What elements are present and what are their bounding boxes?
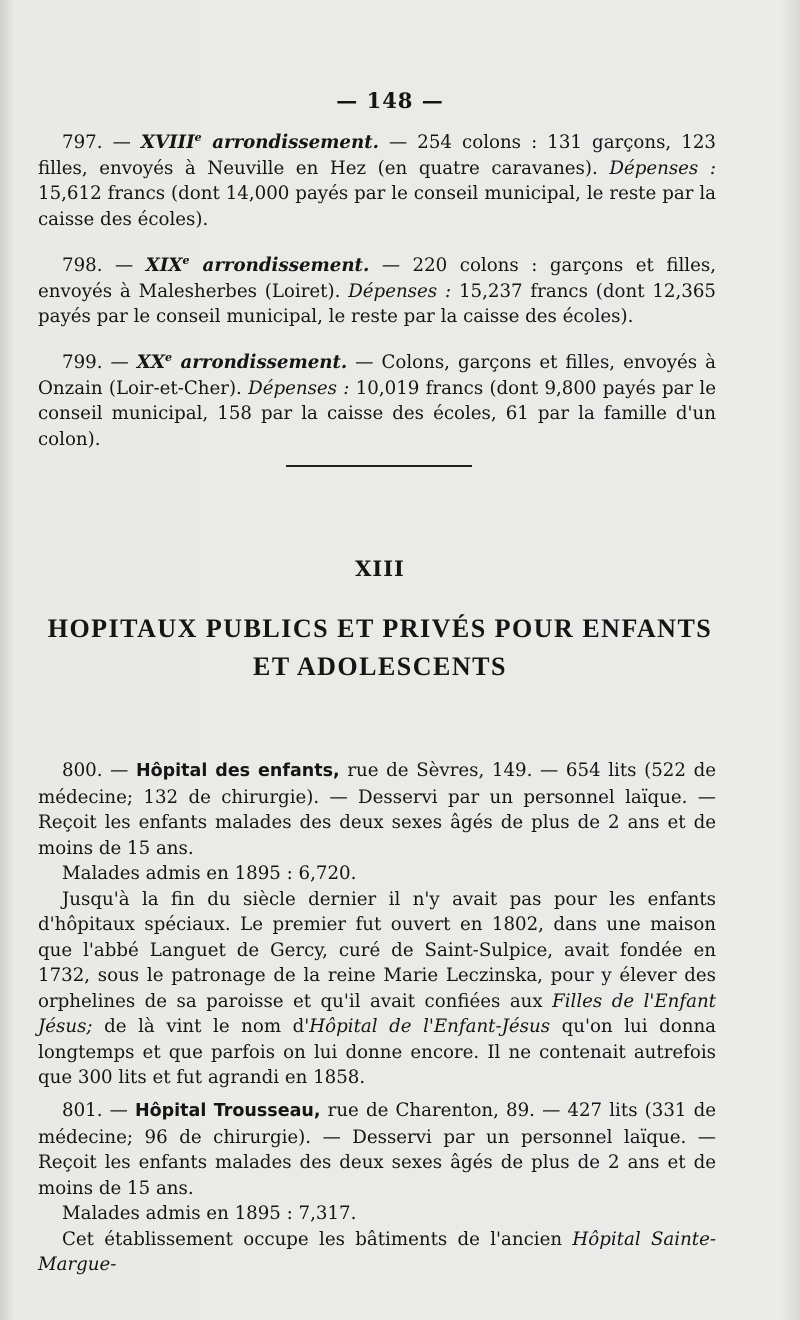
entry-text: — 220 colons : garçons et filles, envoyés à Malesherbes (Loiret). xyxy=(38,255,716,302)
entry-text: — Colons, garçons et filles, envoyés à Onzain (Loir-et-Cher). xyxy=(38,352,717,399)
section-title-line1: HOPITAUX PUBLICS ET PRIVÉS POUR ENFANTS xyxy=(47,614,713,643)
section-title xyxy=(30,610,730,686)
depenses-label: Dépenses : xyxy=(348,280,452,302)
entry-text-cont: 15,612 francs (dont 14,000 payés par le conseil municipal, le reste par la caisse des écoles). xyxy=(38,183,716,230)
entry-797 xyxy=(38,125,716,232)
entry-number: 797. — xyxy=(62,132,141,154)
admissions-line: Malades admis en 1895 : 7,317. xyxy=(62,1203,357,1224)
entry-799 xyxy=(38,345,716,452)
page-number: — 148 — xyxy=(336,88,444,113)
arrondissement-label: XVIIIe arrondissement. xyxy=(140,131,379,154)
history-paragraph: Cet établissement occupe les bâtiments de l'ancien Hôpital Sainte-Margue- xyxy=(38,1228,717,1275)
entry-text: — 254 colons : 131 garçons, 123 filles, envoyés à Neuville en Hez (en quatre caravanes). xyxy=(38,132,716,179)
section-number: XIII xyxy=(355,556,405,581)
depenses-label: Dépenses : xyxy=(609,157,716,179)
entry-text-cont: 15,237 francs (dont 12,365 payés par le conseil municipal, le reste par la caisse des écoles). xyxy=(38,280,716,328)
section-divider xyxy=(286,465,472,467)
entry-text-cont: 10,019 francs (dont 9,800 payés par le conseil municipal, 158 par la caisse des écoles, 61 par la famille d'un colon). xyxy=(38,377,716,450)
entry-text: rue de Charenton, 89. — 427 lits (331 de médecine; 96 de chirurgie). — Desservi par un personnel laïque. — Reçoit les enfants malades des deux sexes âgés de plus de 2 ans et de moins de 15 ans. xyxy=(38,1100,717,1199)
arrondissement-label: XXe arrondissement. xyxy=(136,351,348,374)
entry-801 xyxy=(38,1098,716,1278)
entry-798 xyxy=(38,248,716,330)
entry-text: rue de Sèvres, 149. — 654 lits (522 de médecine; 132 de chirurgie). — Desservi par un personnel laïque. — Reçoit les enfants malades des deux sexes âgés de plus de 2 ans et de moins de 15 ans. xyxy=(38,760,716,859)
entry-800 xyxy=(38,758,716,1091)
history-paragraph: Jusqu'à la fin du siècle dernier il n'y avait pas pour les enfants d'hôpitaux spéciaux. Le premier fut ouvert en 1802, dans une maison que l'abbé Languet de Gercy, curé de Saint-Sulpice, avait fondée en 1732, sous le patronage de la reine Marie Leczinska, pour y élever des orphelines de sa paroisse et qu'il avait confiées aux Filles de l'Enfant Jésus; de là vint le nom d'Hôpital de l'Enfant-Jésus qu'on lui donna longtemps et que parfois on lui donne encore. Il ne contenait autrefois que 300 lits et fut agrandi en 1858. xyxy=(38,888,716,1088)
entry-number: 800. — xyxy=(62,760,136,781)
admissions-line: Malades admis en 1895 : 6,720. xyxy=(62,863,357,884)
section-title-line2: ET ADOLESCENTS xyxy=(253,652,507,681)
institution-name: Hôpital des enfants, xyxy=(135,761,340,781)
entry-number: 799. — xyxy=(62,352,137,374)
arrondissement-label: XIXe arrondissement. xyxy=(145,254,370,277)
entry-number: 801. — xyxy=(62,1100,135,1121)
institution-name: Hôpital Trousseau, xyxy=(134,1101,321,1121)
depenses-label: Dépenses : xyxy=(248,377,350,399)
entry-number: 798. — xyxy=(62,255,146,277)
